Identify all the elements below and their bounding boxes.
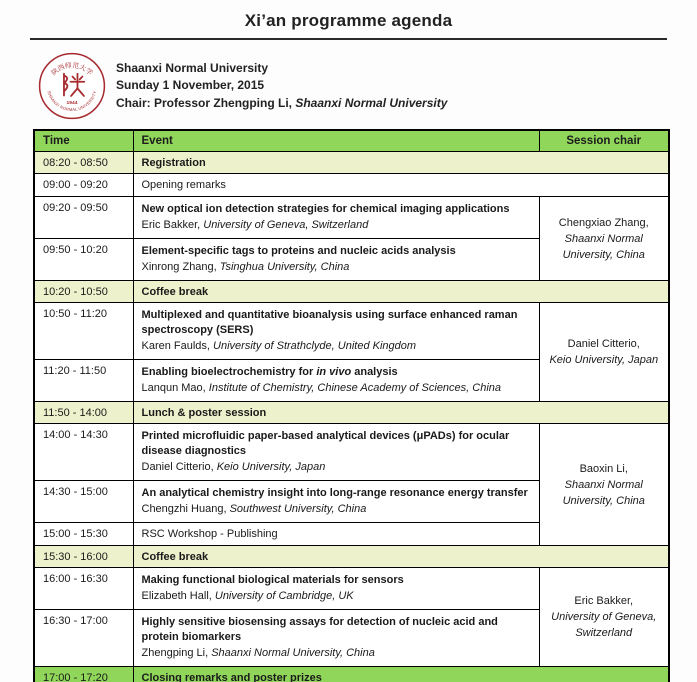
event-cell: Closing remarks and poster prizes	[133, 667, 669, 682]
table-row-talk	[34, 197, 669, 239]
speaker-name: Daniel Citterio,	[141, 461, 217, 473]
time-cell: 09:50 - 10:20	[34, 239, 133, 281]
speaker-affiliation: Tsinghua University, China	[219, 261, 350, 273]
table-row-lunch	[34, 402, 669, 424]
speaker-name: Xinrong Zhang,	[141, 261, 220, 273]
talk-title: Enabling bioelectrochemistry for in vivo analysis	[141, 366, 398, 378]
speaker-name: Chengzhi Huang,	[141, 503, 230, 515]
chair-name: Chengxiao Zhang,	[558, 216, 649, 229]
speaker-name: Zhengping Li,	[141, 647, 212, 659]
title-divider	[30, 38, 667, 40]
table-row-closing-remarks	[34, 667, 669, 682]
event-cell	[133, 239, 539, 281]
event-cell	[133, 424, 539, 481]
chair-prefix: Chair: Professor Zhengping Li,	[116, 95, 296, 110]
table-row-talk	[34, 303, 669, 360]
event-cell: Lunch & poster session	[133, 402, 669, 424]
time-cell: 10:50 - 11:20	[34, 303, 133, 360]
event-date: Sunday 1 November, 2015	[116, 78, 265, 93]
agenda-table	[33, 129, 670, 682]
speaker-affiliation: Southwest University, China	[229, 503, 367, 515]
chair-affiliation: Shaanxi Normal University	[295, 95, 448, 110]
session-chair-cell	[539, 424, 669, 546]
time-cell: 08:20 - 08:50	[34, 152, 133, 174]
seal-bottom-text: SHAANXI NORMAL UNIVERSITY	[46, 90, 98, 113]
talk-speaker-line	[142, 217, 531, 234]
event-cell	[133, 360, 539, 402]
talk-speaker-line	[142, 645, 531, 662]
time-cell: 11:50 - 14:00	[34, 402, 133, 424]
talk-title: Printed microfluidic paper-based analytical devices (μPADs) for ocular disease diagnostics	[141, 430, 510, 457]
chair-affiliation: University of Geneva, Switzerland	[551, 611, 657, 639]
chair-name: Eric Bakker,	[574, 595, 634, 607]
speaker-name: Eric Bakker,	[141, 219, 204, 231]
time-cell: 14:30 - 15:00	[34, 481, 133, 523]
time-cell: 16:00 - 16:30	[34, 568, 133, 610]
table-header-row	[34, 130, 669, 152]
seal-top-text: 陕西师范大学	[50, 62, 94, 78]
talk-title: An analytical chemistry insight into long-range resonance energy transfer	[141, 487, 528, 499]
speaker-affiliation: University of Strathclyde, United Kingdom	[213, 340, 417, 352]
event-cell	[133, 568, 539, 610]
seal-year: 1944	[66, 100, 78, 106]
university-name: Shaanxi Normal University	[116, 60, 269, 75]
chair-affiliation: Keio University, Japan	[549, 354, 659, 366]
event-chair-line	[116, 95, 447, 113]
time-cell: 11:20 - 11:50	[34, 360, 133, 402]
talk-title: Element-specific tags to proteins and nucleic acids analysis	[141, 245, 456, 257]
talk-speaker-line	[142, 501, 531, 518]
event-cell	[133, 303, 539, 360]
column-header-time: Time	[34, 130, 133, 152]
session-chair-cell	[539, 568, 669, 667]
column-header-event: Event	[133, 130, 539, 152]
university-seal-icon	[38, 52, 106, 120]
talk-title: Multiplexed and quantitative bioanalysis using surface enhanced raman spectroscopy (SERS)	[141, 309, 518, 336]
event-cell	[133, 610, 539, 667]
table-row-talk	[34, 424, 669, 481]
speaker-name: Elizabeth Hall,	[141, 590, 215, 602]
speaker-name: Karen Faulds,	[141, 340, 214, 352]
table-row-opening-remarks	[34, 174, 669, 197]
page-title: Xi’an programme agenda	[244, 11, 453, 30]
talk-speaker-line	[142, 259, 531, 276]
talk-title: Making functional biological materials for sensors	[141, 574, 404, 586]
event-cell: Opening remarks	[133, 174, 669, 197]
chair-affiliation: Shaanxi Normal University, China	[562, 232, 645, 261]
column-header-session-chair: Session chair	[539, 130, 669, 152]
event-header	[38, 52, 697, 120]
speaker-affiliation: University of Cambridge, UK	[214, 590, 354, 602]
event-header-text	[116, 60, 447, 113]
time-cell: 17:00 - 17:20	[34, 667, 133, 682]
event-cell: Coffee break	[133, 546, 669, 568]
talk-speaker-line	[142, 380, 531, 397]
talk-title: New optical ion detection strategies for chemical imaging applications	[141, 203, 510, 215]
speaker-affiliation: Keio University, Japan	[216, 461, 326, 473]
time-cell: 09:20 - 09:50	[34, 197, 133, 239]
speaker-affiliation: Institute of Chemistry, Chinese Academy of Sciences, China	[208, 382, 502, 394]
time-cell: 15:00 - 15:30	[34, 523, 133, 546]
talk-title-italic-term: in vivo	[316, 366, 352, 378]
time-cell: 15:30 - 16:00	[34, 546, 133, 568]
talk-title: Highly sensitive biosensing assays for detection of nucleic acid and protein biomarkers	[141, 616, 498, 643]
table-row-registration	[34, 152, 669, 174]
time-cell: 14:00 - 14:30	[34, 424, 133, 481]
talk-speaker-line	[142, 338, 531, 355]
speaker-name: Lanqun Mao,	[141, 382, 209, 394]
chair-name: Daniel Citterio,	[567, 338, 640, 350]
table-row-coffee-break	[34, 281, 669, 303]
talk-speaker-line	[142, 588, 531, 605]
chair-affiliation: Shaanxi Normal University, China	[562, 478, 645, 507]
chair-name: Baoxin Li,	[579, 462, 628, 475]
table-row-talk	[34, 568, 669, 610]
event-cell: Coffee break	[133, 281, 669, 303]
table-row-coffee-break	[34, 546, 669, 568]
time-cell: 09:00 - 09:20	[34, 174, 133, 197]
time-cell: 16:30 - 17:00	[34, 610, 133, 667]
event-cell: RSC Workshop - Publishing	[133, 523, 539, 546]
event-cell	[133, 481, 539, 523]
event-cell: Registration	[133, 152, 669, 174]
session-chair-cell	[539, 197, 669, 281]
event-cell	[133, 197, 539, 239]
speaker-affiliation: Shaanxi Normal University, China	[211, 647, 375, 659]
time-cell: 10:20 - 10:50	[34, 281, 133, 303]
talk-speaker-line	[142, 459, 531, 476]
session-chair-cell	[539, 303, 669, 402]
speaker-affiliation: University of Geneva, Switzerland	[203, 219, 369, 231]
